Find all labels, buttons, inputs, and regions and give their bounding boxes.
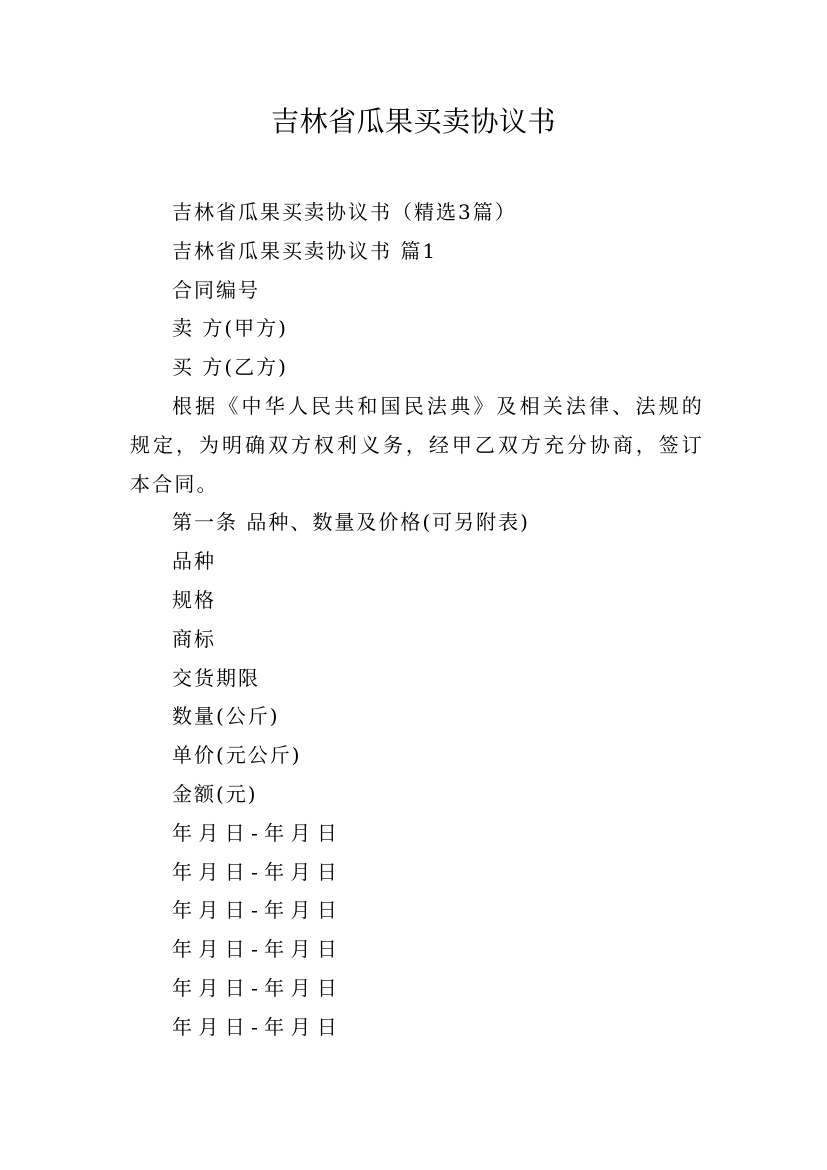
paragraph-seller: 卖 方(甲方)	[172, 316, 288, 341]
date-range-line: 年 月 日 - 年 月 日	[172, 975, 337, 1000]
document-title: 吉林省瓜果买卖协议书	[270, 105, 556, 138]
paragraph-section-heading: 吉林省瓜果买卖协议书 篇1	[172, 238, 438, 263]
date-range-line: 年 月 日 - 年 月 日	[172, 937, 337, 962]
paragraph-quantity: 数量(公斤)	[172, 704, 280, 729]
paragraph-buyer: 买 方(乙方)	[172, 355, 288, 380]
date-range-line: 年 月 日 - 年 月 日	[172, 898, 337, 923]
paragraph-delivery-period: 交货期限	[172, 665, 260, 690]
paragraph-specification: 规格	[172, 587, 216, 612]
paragraph-preamble: 根据《中华人民共和国民法典》及相关法律、法规的规定，为明确双方权利义务，经甲乙双方充分协商，签订本合同。	[130, 393, 704, 496]
date-range-line: 年 月 日 - 年 月 日	[172, 1014, 337, 1039]
paragraph-variety: 品种	[172, 549, 216, 574]
date-range-line: 年 月 日 - 年 月 日	[172, 859, 337, 884]
paragraph-unit-price: 单价(元公斤)	[172, 743, 302, 768]
date-range-line: 年 月 日 - 年 月 日	[172, 820, 337, 845]
document-body	[130, 193, 704, 1047]
paragraph-amount: 金额(元)	[172, 781, 258, 806]
paragraph-trademark: 商标	[172, 626, 216, 651]
paragraph-article-one: 第一条 品种、数量及价格(可另附表)	[172, 510, 530, 535]
paragraph-contract-number: 合同编号	[172, 277, 260, 302]
paragraph-subtitle: 吉林省瓜果买卖协议书（精选3篇）	[172, 200, 517, 224]
